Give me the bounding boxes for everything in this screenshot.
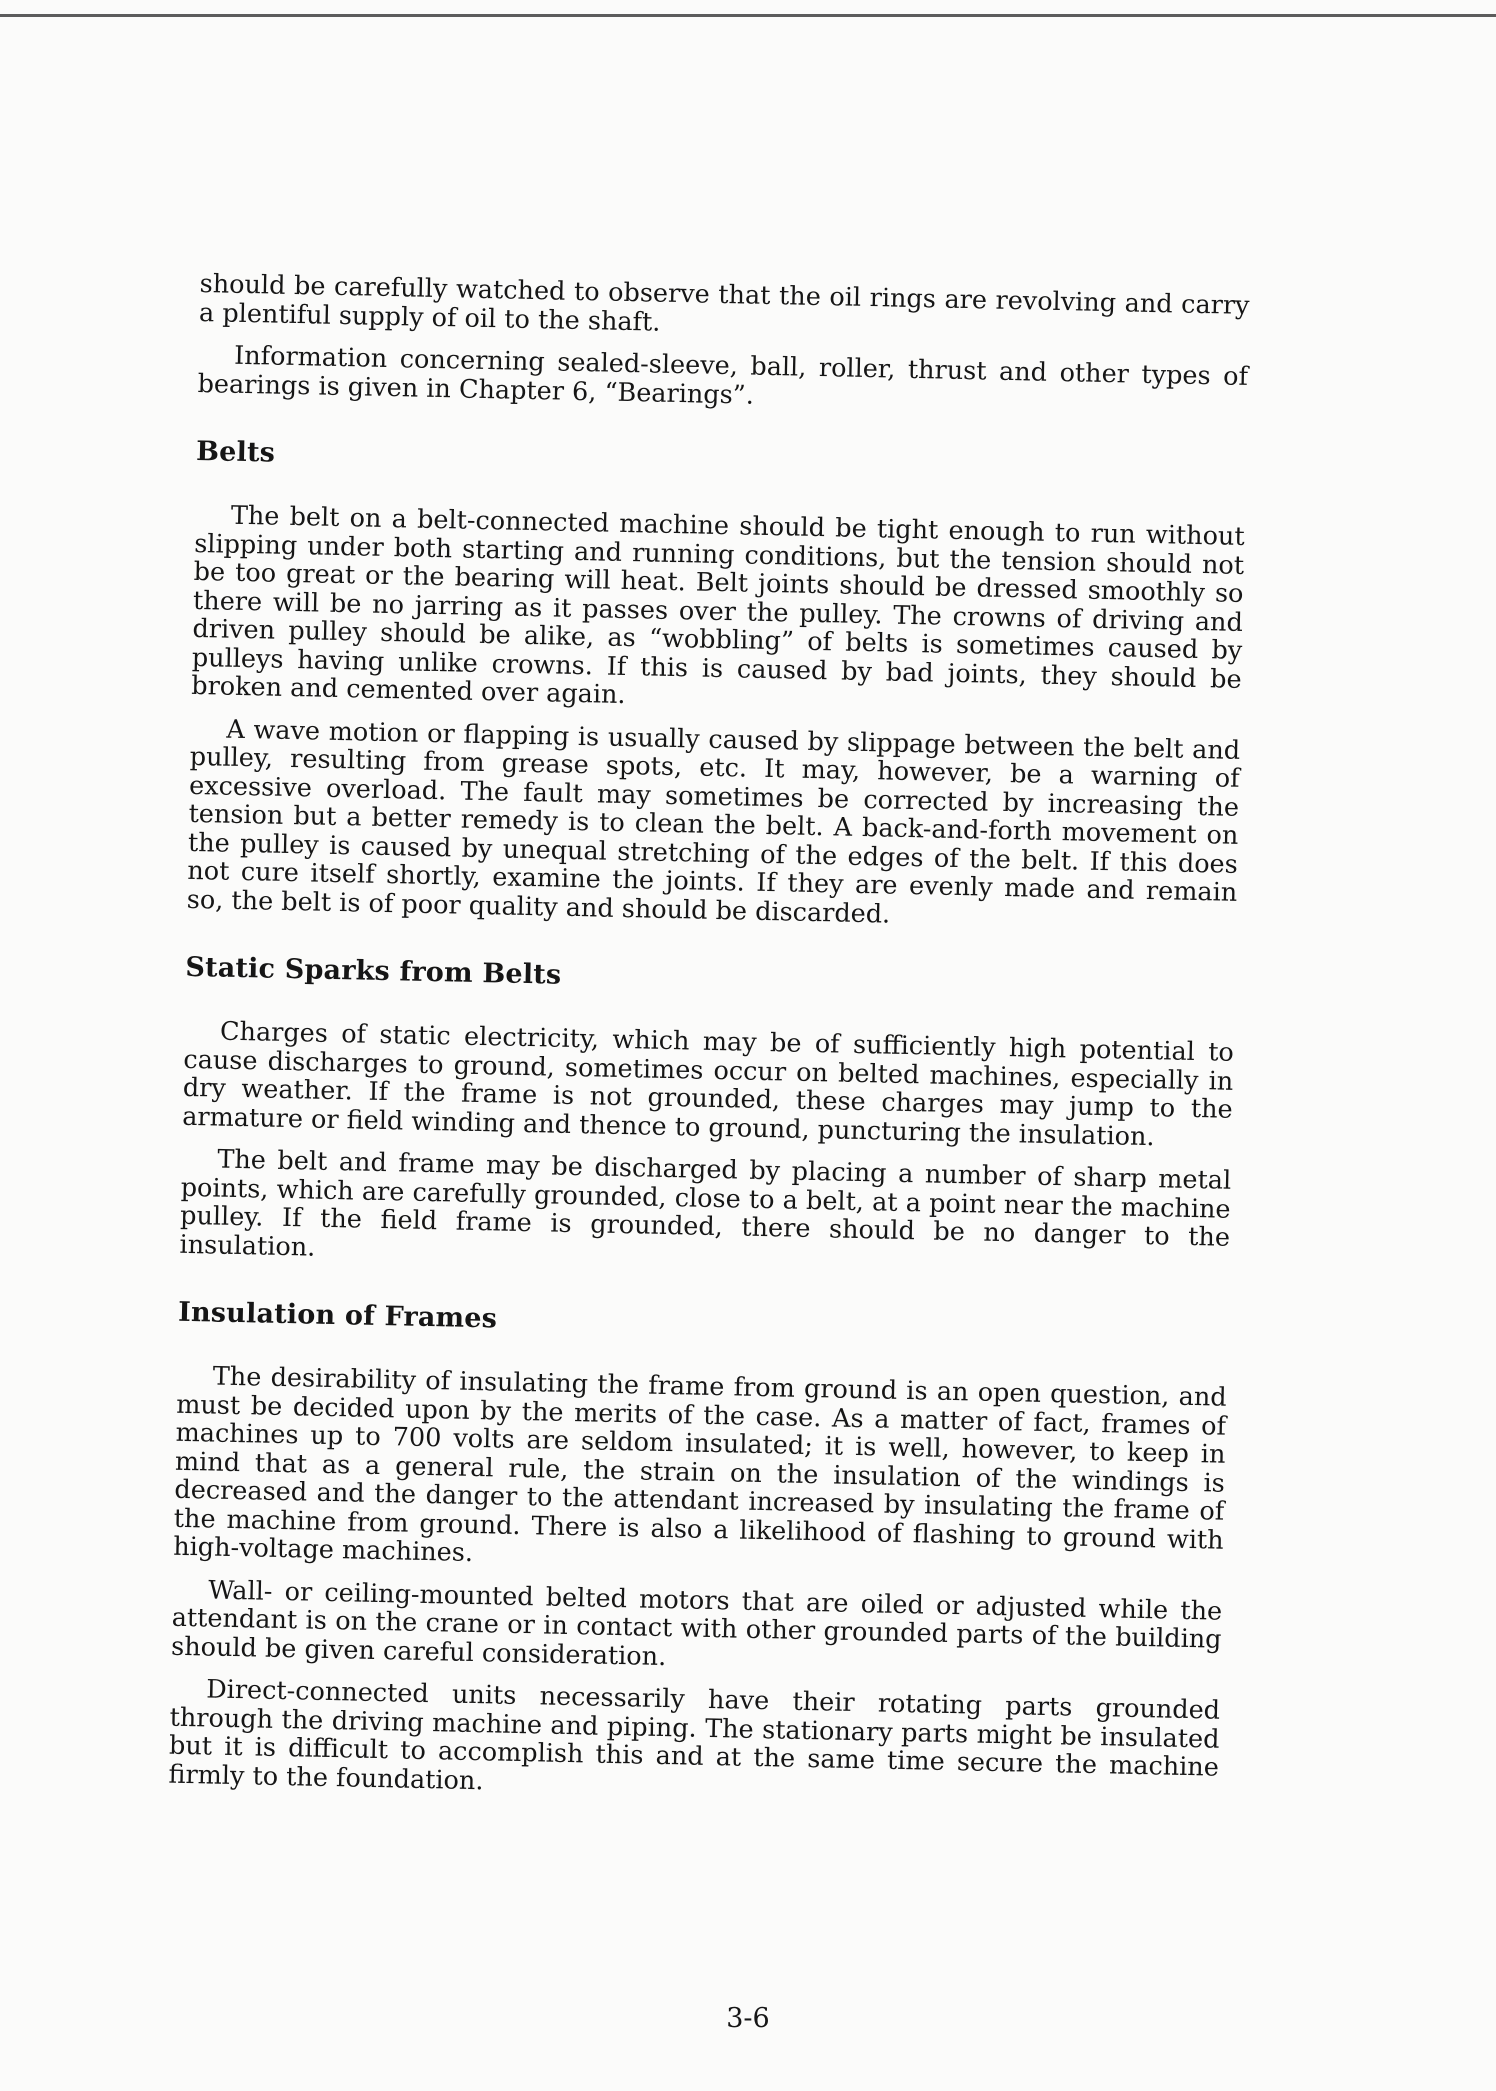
section-heading-insulation: Insulation of Frames <box>177 1296 498 1335</box>
top-border-rule <box>0 14 1496 17</box>
section-heading-static-sparks: Static Sparks from Belts <box>185 951 562 991</box>
static-sparks-paragraph-2: The belt and frame may be discharged by placing a number of sharp metal points, which are carefully grounded, close to a belt, at a point near the machine pulley. If the field frame is grounded, there should be no danger to the insulation. <box>179 1144 1232 1263</box>
page-body <box>168 270 1250 1825</box>
page-number: 3-6 <box>726 2003 770 2034</box>
intro-paragraph-continued: should be carefully watched to observe that the oil rings are revolving and carry a plentiful supply of oil to the shaft. <box>198 269 1250 338</box>
insulation-paragraph-3: Direct-connected units necessarily have their rotating parts grounded through the driving machine and piping. The stationary parts might be insulated but it is difficult to accomplish this and at the same time secure the machine firmly to the foundation. <box>168 1674 1221 1796</box>
belts-paragraph-2: A wave motion or flapping is usually caused by slippage between the belt and pulley, resulting from grease spots, etc. It may, however, be a warning of excessive overload. The fault may sometimes be corrected by increasing the tension but a better remedy is to clean the belt. A back-and-forth movement on the pulley is caused by unequal stretching of the edges of the belt. If this does not cure itself shortly, examine the joints. If they are evenly made and remain so, the belt is of poor quality and should be discarded. <box>186 714 1241 930</box>
insulation-paragraph-2: Wall- or ceiling-mounted belted motors that are oiled or adjusted while the attendant is on the crane or in contact with other grounded parts of the building should be given careful consideration. <box>170 1574 1223 1672</box>
section-heading-belts: Belts <box>195 435 276 469</box>
insulation-paragraph-1: The desirability of insulating the frame from ground is an open question, and must be decided upon by the merits of the case. As a matter of fact, frames of machines up to 700 volts are seldom insulated; it is well, however, to keep in mind that as a general rule, the strain on the insulation of the windings is decreased and the danger to the attendant increased by insulating the frame of the machine from ground. There is also a likelihood of flashing to ground with high-voltage machines. <box>172 1361 1227 1568</box>
intro-paragraph-bearings: Information concerning sealed-sleeve, ball, roller, thrust and other types of bearings is given in Chapter 6, “Bearings”. <box>197 340 1249 411</box>
belts-paragraph-1: The belt on a belt-connected machine should be tight enough to run without slipping under both starting and running conditions, but the tension should not be too great or the bearing will heat. Belt joints should be dressed smoothly so there will be no jarring as it passes over the pulley. The crowns of driving and driven pulley should be alike, as “wobbling” of belts is sometimes caused by pulleys having unlike crowns. If this is caused by bad joints, they should be broken and cemented over again. <box>190 500 1245 711</box>
static-sparks-paragraph-1: Charges of static electricity, which may be of sufficiently high potential to cause discharges to ground, sometimes occur on belted machines, especially in dry weather. If the frame is not grounded, these charges may jump to the armature or field winding and thence to ground, puncturing the insulation. <box>181 1016 1235 1152</box>
